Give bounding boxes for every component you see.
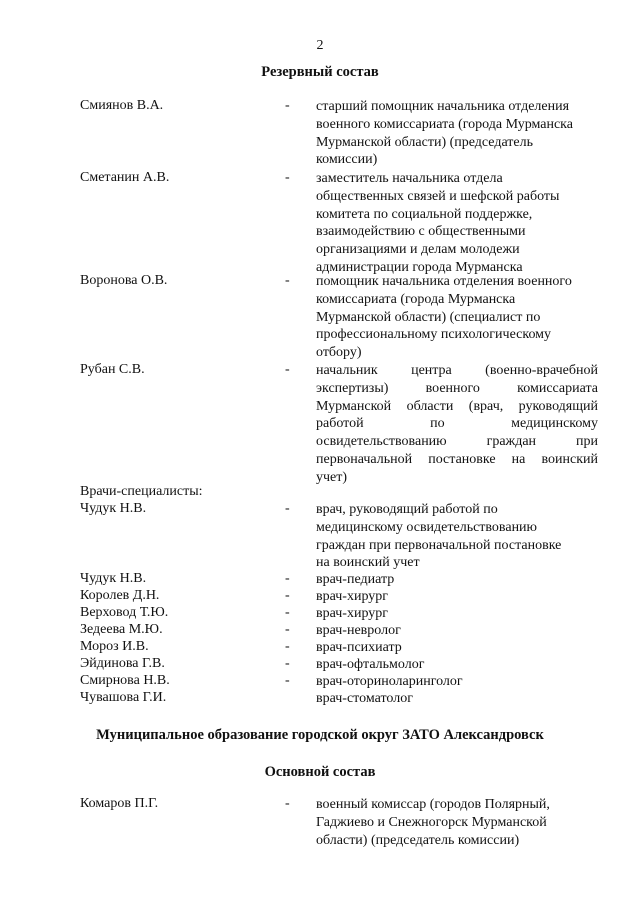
- position-line: Мурманской области (врач, руководящий: [316, 398, 598, 414]
- dash-separator: -: [285, 673, 290, 688]
- position-line: Гаджиево и Снежногорск Мурманской: [316, 814, 547, 830]
- dash-separator: -: [285, 605, 290, 620]
- position-line: администрации города Мурманска: [316, 259, 523, 275]
- member-name: Рубан С.В.: [80, 362, 145, 377]
- position-line: комиссариата (города Мурманска: [316, 291, 516, 307]
- doctor-role: врач-невролог: [316, 623, 401, 638]
- position-line: начальник центра (военно-врачебной: [316, 363, 598, 378]
- section-title-reserve: Резервный состав: [261, 64, 379, 80]
- dash-separator: -: [285, 362, 290, 377]
- doctor-row: [0, 605, 640, 623]
- doctor-role: врач-офтальмолог: [316, 657, 425, 672]
- member-name: Чудук Н.В.: [80, 501, 147, 516]
- member-position: [316, 98, 598, 169]
- position-line: врач, руководящий работой по: [316, 502, 498, 517]
- doctor-role: врач-психиатр: [316, 640, 402, 655]
- municipality-title: Муниципальное образование городской округ ЗАТО Александровск: [96, 727, 544, 743]
- position-line: взаимодействию с общественными: [316, 224, 526, 240]
- doctor-name: Мороз И.В.: [80, 639, 149, 654]
- doctor-name: Королев Д.Н.: [80, 588, 160, 603]
- dash-separator: -: [285, 273, 290, 288]
- position-line: работой по медицинскому: [316, 416, 598, 432]
- dash-separator: -: [285, 501, 290, 516]
- doctor-role: врач-хирург: [316, 606, 389, 621]
- doctor-row: [0, 639, 640, 657]
- doctor-role: врач-хирург: [316, 589, 389, 604]
- position-line: медицинскому освидетельствованию: [316, 519, 538, 535]
- doctor-row: [0, 588, 640, 606]
- position-line: первоначальной постановке на воинский: [316, 451, 598, 467]
- position-line: граждан при первоначальной постановке: [316, 537, 562, 553]
- dash-separator: -: [285, 571, 290, 586]
- position-line: Мурманской области) (специалист по: [316, 309, 541, 325]
- doctor-name: Зедеева М.Ю.: [80, 622, 163, 637]
- doctor-name: Эйдинова Г.В.: [80, 656, 165, 671]
- position-line: общественных связей и шефской работы: [316, 188, 560, 204]
- position-line: военного комиссариата (города Мурманска: [316, 116, 573, 132]
- position-line: старший помощник начальника отделения: [316, 99, 570, 114]
- member-name: Воронова О.В.: [80, 273, 168, 288]
- section-title-main: Основной состав: [264, 764, 376, 780]
- dash-separator: -: [285, 588, 290, 603]
- dash-separator: -: [285, 170, 290, 185]
- doctor-role: врач-педиатр: [316, 572, 395, 587]
- member-position: [316, 170, 598, 277]
- doctor-row: [0, 656, 640, 674]
- doctor-row: [0, 571, 640, 589]
- member-name: Комаров П.Г.: [80, 796, 159, 811]
- position-line: экспертизы) военного комиссариата: [316, 380, 598, 396]
- position-line: отбору): [316, 345, 362, 361]
- member-name: Смиянов В.А.: [80, 98, 164, 113]
- page-number: 2: [316, 38, 324, 53]
- member-position: [316, 501, 598, 572]
- position-line: учет): [316, 469, 348, 485]
- specialists-label: Врачи-специалисты:: [80, 484, 203, 499]
- doctor-role: врач-оториноларинголог: [316, 674, 463, 689]
- doctor-name: Чувашова Г.И.: [80, 690, 167, 705]
- doctor-name: Верховод Т.Ю.: [80, 605, 169, 620]
- member-position: [316, 796, 598, 849]
- dash-separator: -: [285, 796, 290, 811]
- position-line: комитета по социальной поддержке,: [316, 206, 533, 222]
- doctor-row: [0, 622, 640, 640]
- position-line: профессиональному психологическому: [316, 327, 552, 343]
- position-line: на воинский учет: [316, 555, 420, 571]
- doctor-role: врач-стоматолог: [316, 691, 413, 706]
- doctor-name: Смирнова Н.В.: [80, 673, 170, 688]
- doctor-row: [0, 690, 640, 708]
- position-line: организациями и делам молодежи: [316, 242, 520, 258]
- member-position: [316, 273, 598, 362]
- dash-separator: -: [285, 656, 290, 671]
- position-line: заместитель начальника отдела: [316, 171, 503, 186]
- dash-separator: -: [285, 98, 290, 113]
- position-line: Мурманской области) (председатель: [316, 134, 534, 150]
- dash-separator: -: [285, 639, 290, 654]
- position-line: области) (председатель комиссии): [316, 832, 520, 848]
- dash-separator: -: [285, 622, 290, 637]
- member-name: Сметанин А.В.: [80, 170, 170, 185]
- member-position: [316, 362, 598, 487]
- doctor-name: Чудук Н.В.: [80, 571, 147, 586]
- position-line: комиссии): [316, 152, 378, 168]
- position-line: военный комиссар (городов Полярный,: [316, 797, 550, 812]
- doctor-row: [0, 673, 640, 691]
- position-line: освидетельствованию граждан при: [316, 434, 598, 450]
- position-line: помощник начальника отделения военного: [316, 274, 572, 289]
